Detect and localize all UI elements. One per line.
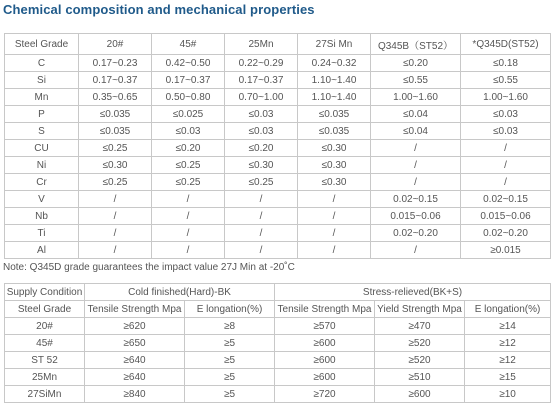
table-cell: ≤0.03	[225, 123, 298, 140]
table-cell: 0.42~0.50	[152, 55, 225, 72]
table-cell: /	[298, 191, 371, 208]
mechanical-table	[4, 283, 551, 403]
table-row	[5, 208, 551, 225]
stress-relieved-header: Stress-relieved(BK+S)	[275, 284, 551, 301]
table-cell: *Q345D(ST52)	[461, 34, 551, 55]
table-cell: ≥14	[465, 318, 551, 335]
table-cell: 1.00~1.60	[371, 89, 461, 106]
table-cell: 0.02~0.20	[461, 225, 551, 242]
cold-finished-header: Cold finished(Hard)-BK	[85, 284, 275, 301]
row-label-cell: Si	[5, 72, 79, 89]
table-cell: 1.00~1.60	[461, 89, 551, 106]
table-cell: ≥640	[85, 352, 185, 369]
row-label-cell: P	[5, 106, 79, 123]
table-cell: 45#	[152, 34, 225, 55]
table-cell: ≥470	[375, 318, 465, 335]
table-cell: 0.50~0.80	[152, 89, 225, 106]
row-label-cell: Nb	[5, 208, 79, 225]
table-cell: /	[152, 191, 225, 208]
table-cell: ≥570	[275, 318, 375, 335]
table-cell: /	[225, 225, 298, 242]
table-cell: ≤0.25	[152, 174, 225, 191]
table-cell: 0.02~0.15	[371, 191, 461, 208]
table-cell: ≥5	[185, 335, 275, 352]
table-cell: Yield Strength Mpa	[375, 301, 465, 318]
table-cell: ≥15	[465, 369, 551, 386]
table-cell: /	[371, 157, 461, 174]
table-cell: /	[225, 208, 298, 225]
table-cell: ≤0.04	[371, 123, 461, 140]
table-cell: ≥0.015	[461, 242, 551, 259]
table-cell: 0.015~0.06	[371, 208, 461, 225]
mechanical-subheader-row	[5, 301, 551, 318]
table-cell: ≥12	[465, 352, 551, 369]
table-cell: ≥5	[185, 369, 275, 386]
table-cell: 0.015~0.06	[461, 208, 551, 225]
row-label-cell: ST 52	[5, 352, 85, 369]
page-title: Chemical composition and mechanical properties	[3, 2, 315, 17]
table-cell: ≥650	[85, 335, 185, 352]
row-label-cell: Steel Grade	[5, 34, 79, 55]
table-cell: 0.17~0.37	[225, 72, 298, 89]
table-row	[5, 369, 551, 386]
table-cell: ≤0.20	[225, 140, 298, 157]
table-cell: ≥620	[85, 318, 185, 335]
table-cell: ≤0.30	[298, 157, 371, 174]
row-label-cell: Al	[5, 242, 79, 259]
table-cell: 25Mn	[225, 34, 298, 55]
row-label-cell: Steel Grade	[5, 301, 85, 318]
table-row	[5, 157, 551, 174]
table-cell: ≤0.03	[461, 123, 551, 140]
impact-note: Note: Q345D grade guarantees the impact value 27J Min at -20˚C	[3, 262, 295, 273]
table-cell: ≤0.25	[79, 174, 152, 191]
table-row	[5, 318, 551, 335]
table-cell: ≥10	[465, 386, 551, 403]
table-row	[5, 174, 551, 191]
table-cell: /	[79, 191, 152, 208]
table-cell: 0.24~0.32	[298, 55, 371, 72]
table-cell: ≤0.25	[152, 157, 225, 174]
table-cell: 0.02~0.15	[461, 191, 551, 208]
table-cell: Tensile Strength Mpa	[275, 301, 375, 318]
row-label-cell: Mn	[5, 89, 79, 106]
row-label-cell: 25Mn	[5, 369, 85, 386]
table-cell: E longation(%)	[465, 301, 551, 318]
table-cell: ≤0.035	[298, 123, 371, 140]
table-cell: /	[225, 242, 298, 259]
row-label-cell: C	[5, 55, 79, 72]
table-cell: /	[152, 208, 225, 225]
table-cell: 0.22~0.29	[225, 55, 298, 72]
table-row	[5, 55, 551, 72]
table-cell: ≤0.30	[225, 157, 298, 174]
table-cell: ≤0.30	[298, 174, 371, 191]
table-row	[5, 123, 551, 140]
table-row	[5, 225, 551, 242]
composition-header-row	[5, 34, 551, 55]
row-label-cell: S	[5, 123, 79, 140]
table-cell: Q345B（ST52）	[371, 34, 461, 55]
table-cell: Tensile Strength Mpa	[85, 301, 185, 318]
table-cell: ≥8	[185, 318, 275, 335]
table-cell: ≥12	[465, 335, 551, 352]
table-cell: /	[79, 242, 152, 259]
table-cell: ≤0.20	[371, 55, 461, 72]
table-cell: 0.17~0.37	[79, 72, 152, 89]
table-row	[5, 352, 551, 369]
row-label-cell: Ti	[5, 225, 79, 242]
table-row	[5, 191, 551, 208]
table-cell: /	[371, 174, 461, 191]
table-cell: /	[298, 208, 371, 225]
table-cell: 0.02~0.20	[371, 225, 461, 242]
table-cell: ≤0.18	[461, 55, 551, 72]
table-cell: ≥5	[185, 352, 275, 369]
table-cell: /	[298, 225, 371, 242]
table-cell: E longation(%)	[185, 301, 275, 318]
table-cell: ≥520	[375, 335, 465, 352]
row-label-cell: V	[5, 191, 79, 208]
table-cell: /	[461, 174, 551, 191]
table-cell: 0.17~0.23	[79, 55, 152, 72]
table-cell: ≥600	[275, 335, 375, 352]
row-label-cell: Cr	[5, 174, 79, 191]
composition-table	[4, 33, 551, 259]
row-label-cell: Ni	[5, 157, 79, 174]
table-cell: 20#	[79, 34, 152, 55]
table-cell: ≤0.55	[371, 72, 461, 89]
table-cell: ≤0.30	[298, 140, 371, 157]
row-label-cell: 27SiMn	[5, 386, 85, 403]
table-cell: ≥520	[375, 352, 465, 369]
table-cell: ≤0.035	[79, 123, 152, 140]
table-cell: ≤0.55	[461, 72, 551, 89]
table-cell: /	[461, 157, 551, 174]
table-cell: /	[371, 140, 461, 157]
table-cell: 0.70~1.00	[225, 89, 298, 106]
table-cell: ≤0.03	[152, 123, 225, 140]
table-cell: /	[371, 242, 461, 259]
table-cell: /	[79, 208, 152, 225]
table-cell: ≤0.30	[79, 157, 152, 174]
table-cell: ≥5	[185, 386, 275, 403]
table-row	[5, 72, 551, 89]
table-row	[5, 140, 551, 157]
table-cell: 27Si Mn	[298, 34, 371, 55]
table-cell: ≥840	[85, 386, 185, 403]
table-cell: ≤0.04	[371, 106, 461, 123]
table-cell: 1.10~1.40	[298, 72, 371, 89]
table-cell: ≤0.035	[298, 106, 371, 123]
table-cell: ≥600	[275, 369, 375, 386]
table-cell: /	[79, 225, 152, 242]
table-cell: ≤0.025	[152, 106, 225, 123]
table-cell: /	[461, 140, 551, 157]
table-cell: ≤0.03	[461, 106, 551, 123]
supply-condition-header: Supply Condition	[5, 284, 85, 301]
table-cell: ≥600	[375, 386, 465, 403]
table-cell: /	[225, 191, 298, 208]
table-cell: ≤0.035	[79, 106, 152, 123]
table-cell: 0.17~0.37	[152, 72, 225, 89]
table-cell: ≥600	[275, 352, 375, 369]
row-label-cell: 45#	[5, 335, 85, 352]
table-cell: ≥510	[375, 369, 465, 386]
table-row	[5, 106, 551, 123]
table-row	[5, 386, 551, 403]
mechanical-header-row	[5, 284, 551, 301]
table-cell: /	[152, 225, 225, 242]
row-label-cell: CU	[5, 140, 79, 157]
table-row	[5, 89, 551, 106]
table-cell: ≤0.25	[225, 174, 298, 191]
table-cell: ≤0.03	[225, 106, 298, 123]
table-cell: ≥720	[275, 386, 375, 403]
table-cell: ≤0.25	[79, 140, 152, 157]
table-cell: ≥640	[85, 369, 185, 386]
table-cell: /	[152, 242, 225, 259]
table-cell: 0.35~0.65	[79, 89, 152, 106]
table-row	[5, 242, 551, 259]
table-cell: /	[298, 242, 371, 259]
table-row	[5, 335, 551, 352]
row-label-cell: 20#	[5, 318, 85, 335]
table-cell: 1.10~1.40	[298, 89, 371, 106]
table-cell: ≤0.20	[152, 140, 225, 157]
